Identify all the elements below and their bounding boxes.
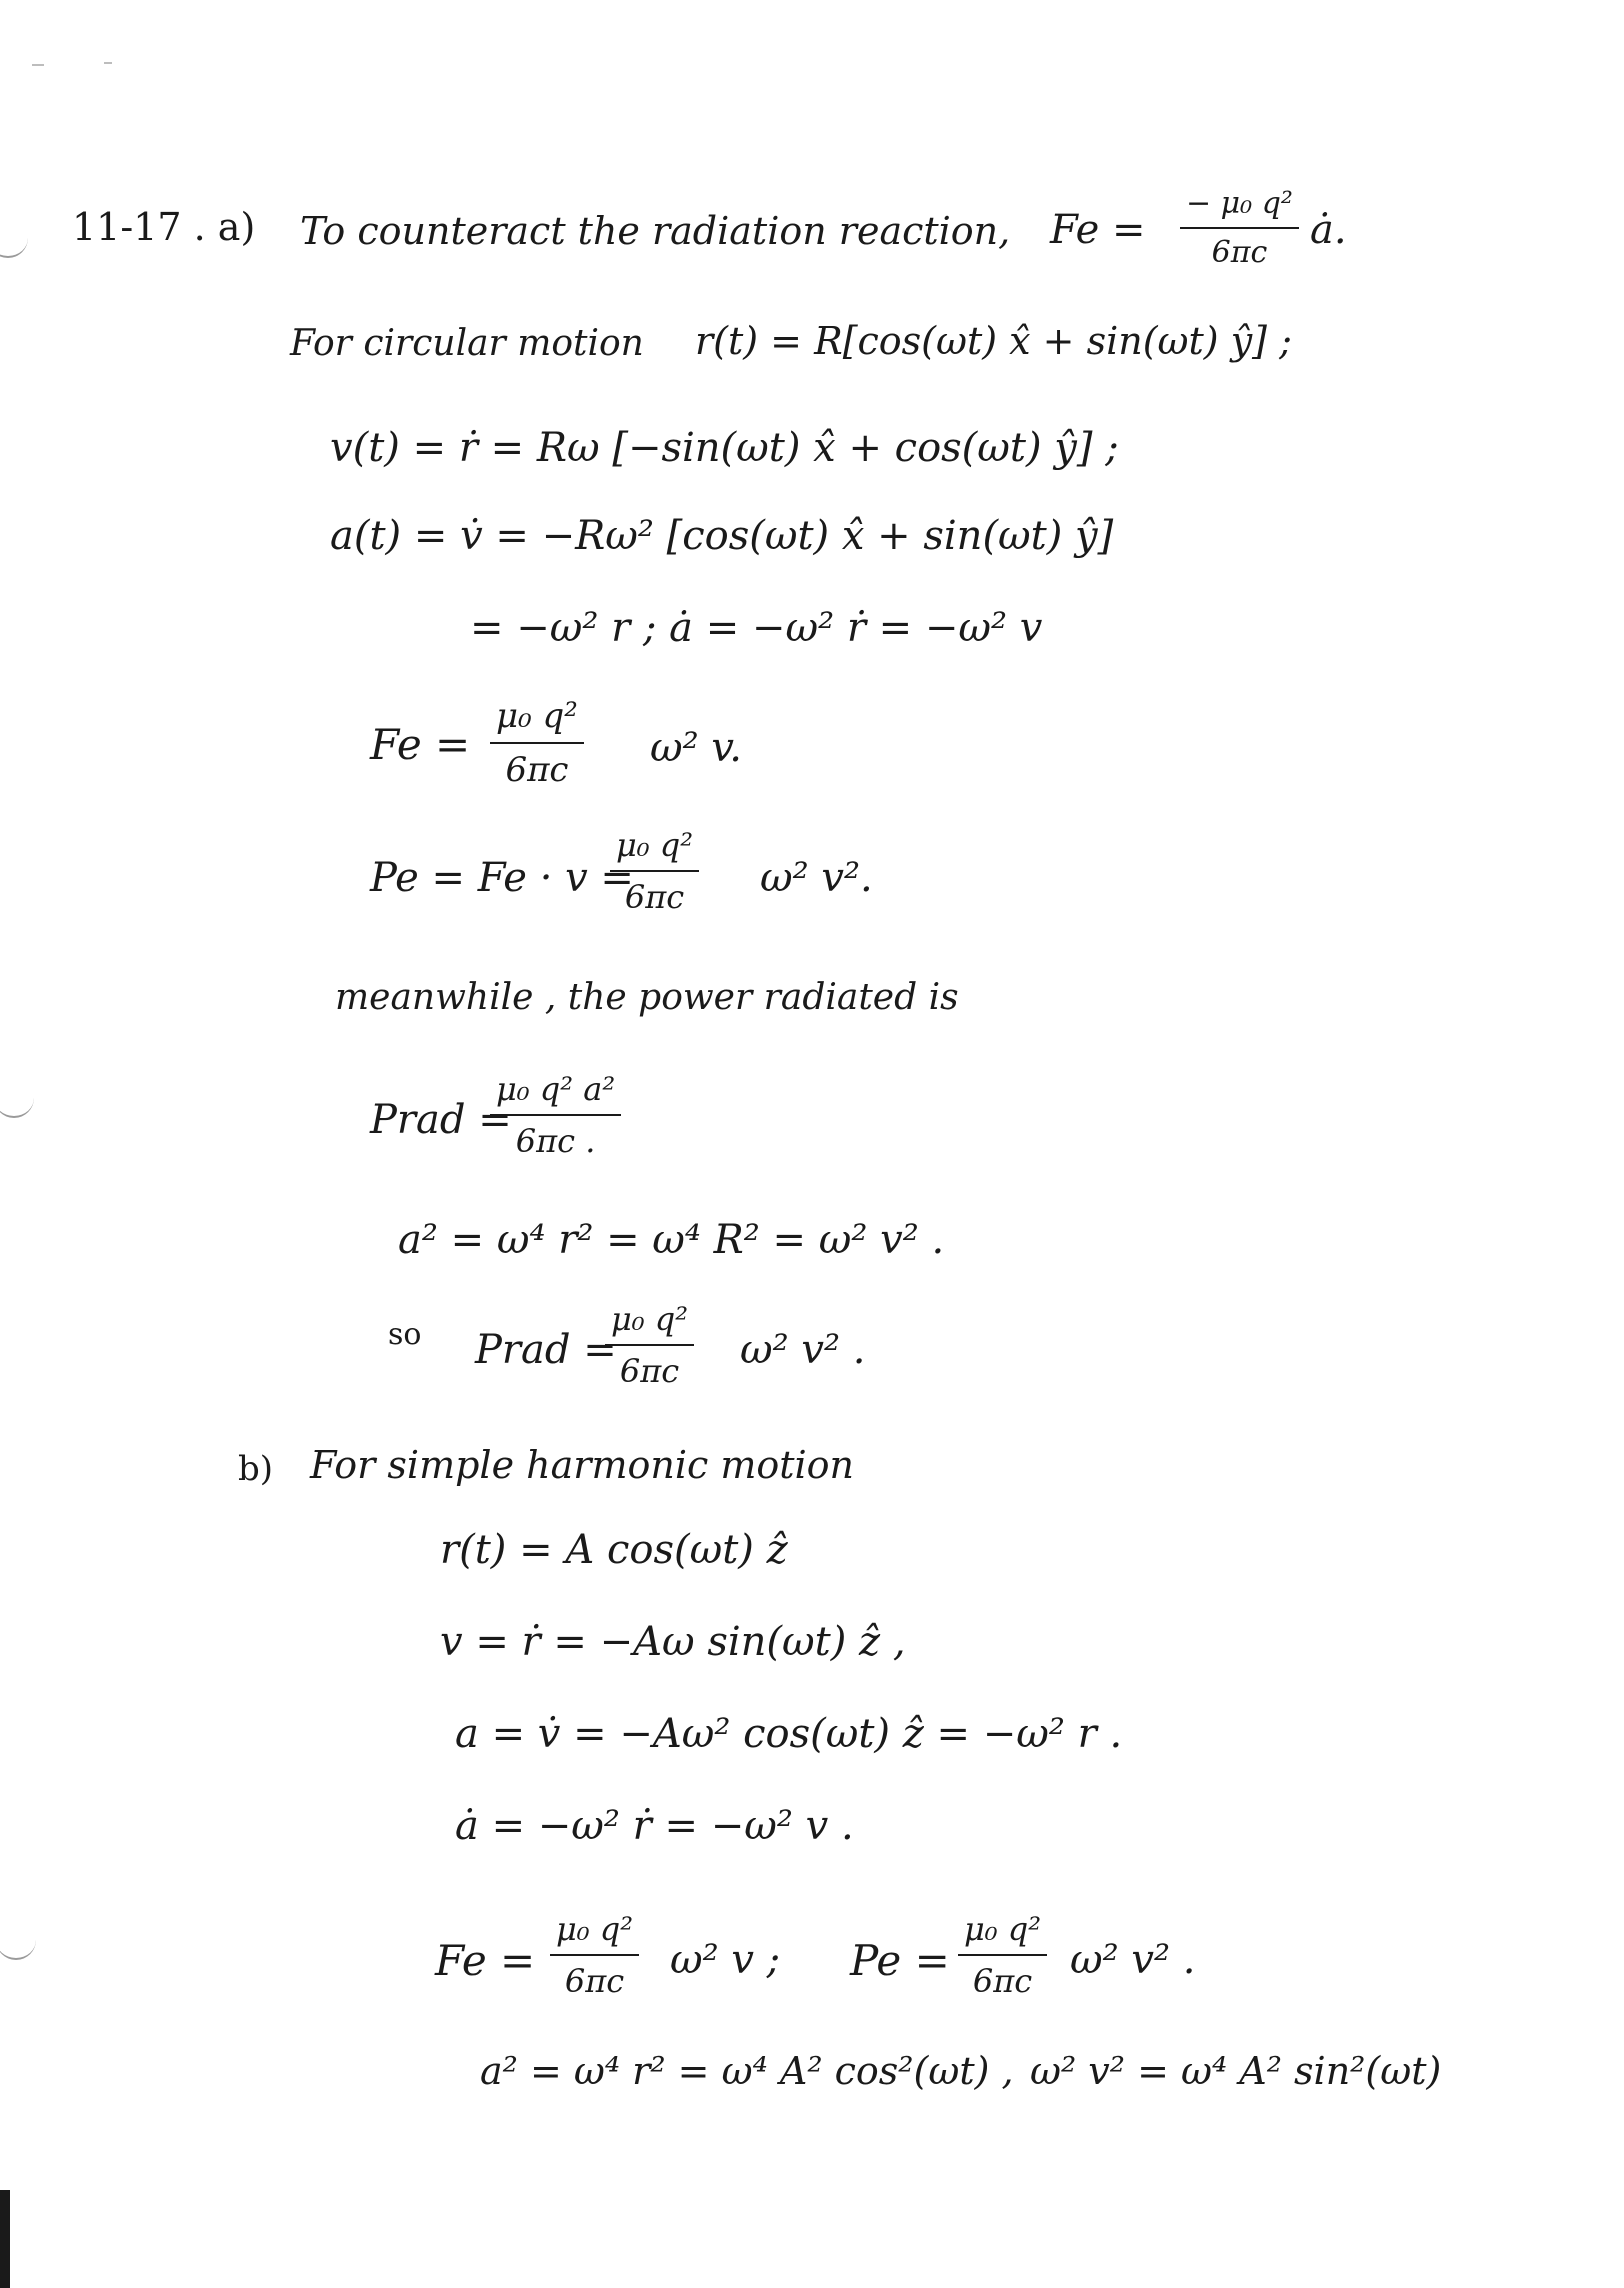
shm-a-squared: a² = ω⁴ r² = ω⁴ A² cos²(ωt) ,	[480, 2049, 1014, 2093]
velocity-equation: v(t) = ṙ = Rω [−sin(ωt) x̂ + cos(ωt) ŷ] ;	[330, 425, 1119, 471]
prad2-lhs: Prad =	[475, 1327, 617, 1373]
fe-lhs: Fe =	[1050, 207, 1146, 253]
binder-hole-mark	[0, 1090, 34, 1118]
shm-acceleration: a = v̇ = −Aω² cos(ωt) ẑ = −ω² r .	[455, 1711, 1123, 1757]
fe2-rhs: ω² v.	[650, 725, 742, 771]
scan-speck	[32, 64, 44, 66]
shm-pe-numerator: μ₀ q²	[958, 1910, 1047, 1956]
fe2-numerator: μ₀ q²	[490, 696, 584, 744]
pe-numerator: μ₀ q²	[610, 826, 699, 872]
shm-pe-rhs: ω² v² .	[1070, 1937, 1196, 1983]
fe2-fraction	[490, 696, 584, 790]
pe-denominator: 6πc	[624, 878, 685, 916]
fe-numerator: − μ₀ q²	[1180, 186, 1299, 229]
prad-lhs: Prad =	[370, 1097, 512, 1143]
fe2-denominator: 6πc	[505, 750, 569, 790]
acceleration-equation: a(t) = v̇ = −Rω² [cos(ωt) x̂ + sin(ωt) ŷ]	[330, 513, 1114, 559]
binder-hole-mark	[0, 230, 28, 258]
shm-pe-lhs: Pe =	[850, 1936, 950, 1985]
shm-acceleration-derivative: ȧ = −ω² ṙ = −ω² v .	[455, 1803, 854, 1849]
pe-rhs: ω² v².	[760, 855, 873, 901]
pe-lhs: Pe = Fe · v =	[370, 855, 634, 901]
pe-fraction	[610, 826, 699, 916]
fe-denominator: 6πc	[1211, 235, 1268, 270]
fe2-lhs: Fe =	[370, 720, 471, 769]
shm-fe-numerator: μ₀ q²	[550, 1910, 639, 1956]
shm-pe-denominator: 6πc	[972, 1962, 1033, 2000]
shm-velocity: v = ṙ = −Aω sin(ωt) ẑ ,	[440, 1619, 906, 1665]
prad2-numerator: μ₀ q²	[605, 1300, 694, 1346]
position-equation: r(t) = R[cos(ωt) x̂ + sin(ωt) ŷ] ;	[695, 319, 1292, 363]
shm-fe-denominator: 6πc	[564, 1962, 625, 2000]
so-label: so	[388, 1317, 422, 1352]
prad2-rhs: ω² v² .	[740, 1327, 866, 1373]
part-b-label: b)	[238, 1449, 274, 1489]
problem-label: 11-17 . a)	[72, 205, 256, 249]
circular-motion-label: For circular motion	[290, 323, 644, 364]
a-squared-equation: a² = ω⁴ r² = ω⁴ R² = ω² v² .	[398, 1217, 945, 1263]
shm-fe-lhs: Fe =	[435, 1936, 536, 1985]
shm-v-squared: ω² v² = ω⁴ A² sin²(ωt)	[1030, 2049, 1442, 2093]
fe-rhs: ȧ.	[1310, 207, 1347, 253]
binder-hole-mark	[0, 1932, 36, 1960]
shm-fe-rhs: ω² v ;	[670, 1937, 781, 1983]
prad-numerator: μ₀ q² a²	[490, 1070, 621, 1116]
prad-denominator: 6πc .	[515, 1122, 596, 1160]
shm-position: r(t) = A cos(ωt) ẑ	[440, 1527, 788, 1573]
fe-fraction	[1180, 186, 1299, 270]
shm-pe-fraction	[958, 1910, 1047, 2000]
scan-speck	[104, 62, 112, 64]
shm-fe-fraction	[550, 1910, 639, 2000]
prad2-denominator: 6πc	[619, 1352, 680, 1390]
scan-edge-shadow	[0, 2190, 10, 2288]
meanwhile-text: meanwhile , the power radiated is	[335, 977, 959, 1018]
acceleration-derivative: = −ω² r ; ȧ = −ω² ṙ = −ω² v	[470, 605, 1043, 651]
prad-fraction	[490, 1070, 621, 1160]
intro-text: To counteract the radiation reaction,	[300, 209, 1011, 253]
shm-label: For simple harmonic motion	[310, 1443, 855, 1487]
prad2-fraction	[605, 1300, 694, 1390]
